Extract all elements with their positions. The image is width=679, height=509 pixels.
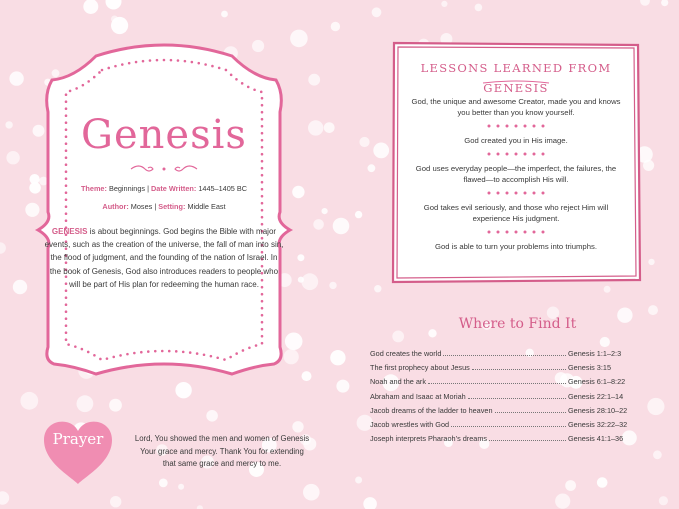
- polka-dot: [308, 120, 323, 135]
- lessons-title: LESSONS LEARNED FROM GENESIS: [420, 61, 612, 95]
- polka-dot: [83, 0, 98, 14]
- book-intro-card: [44, 100, 284, 291]
- polka-dot: [331, 22, 340, 31]
- polka-dot: [110, 496, 121, 507]
- theme-value: Beginnings: [108, 184, 146, 193]
- dot-leader: [468, 398, 566, 399]
- polka-dot: [597, 477, 608, 488]
- swirl-divider-icon: [129, 163, 199, 175]
- polka-dot: [106, 0, 122, 10]
- intro-text: is about beginnings. God begins the Bible with major events, such as the creation of the universe, the fall of man into sin, the flood of judgment, and the founding of the nation of Israel. In the book of Genesis, God also introduces readers to people who will be part of His plan for redeeming the human race.: [44, 227, 284, 289]
- theme-label: Theme:: [80, 184, 107, 193]
- list-item: [370, 377, 642, 391]
- polka-dot: [355, 211, 362, 218]
- polka-dot: [374, 285, 381, 292]
- setting-value: Middle East: [187, 202, 226, 211]
- scripture-reference: Genesis 1:1–2:3: [568, 349, 622, 358]
- scripture-reference: Genesis 41:1–36: [568, 434, 624, 444]
- polka-dot: [441, 1, 447, 7]
- scripture-reference: Genesis 6:1–8:22: [568, 377, 626, 387]
- lesson-item: God, the unique and awesome Creator, made you and knows you better than you know yourself.: [411, 97, 621, 117]
- dot-divider-icon: [486, 152, 546, 156]
- event-name: The first prophecy about Jesus: [370, 363, 470, 373]
- polka-dot: [653, 450, 662, 459]
- prayer-label: Prayer: [52, 430, 104, 448]
- polka-dot: [330, 350, 345, 365]
- lessons-learned-panel: [398, 58, 634, 252]
- dot-divider-icon: [486, 230, 546, 234]
- polka-dot: [329, 282, 336, 289]
- dot-leader: [495, 412, 566, 413]
- polka-dot: [359, 137, 369, 147]
- dot-leader: [428, 383, 566, 384]
- polka-dot: [221, 11, 228, 18]
- event-name: Joseph interprets Pharaoh’s dreams: [370, 434, 488, 444]
- polka-dot: [0, 242, 6, 254]
- polka-dot: [661, 0, 668, 6]
- lesson-item: God created you in His image.: [464, 136, 568, 145]
- heart-icon: [40, 418, 116, 488]
- where-to-find-it-list: [370, 349, 642, 448]
- list-item: [370, 363, 642, 377]
- event-name: God creates the world: [370, 349, 442, 358]
- polka-dot: [565, 480, 576, 491]
- book-metadata: Theme: Beginnings | Date Written: 1445–1405 BC Author: Moses | Setting: Middle East: [80, 184, 248, 211]
- dot-leader: [489, 440, 566, 441]
- polka-dot: [178, 484, 184, 490]
- polka-dot: [333, 218, 350, 235]
- list-item: [370, 392, 642, 406]
- where-to-find-it-title: Where to Find It: [458, 316, 577, 332]
- book-intro-paragraph: [44, 225, 284, 291]
- dot-leader: [472, 369, 566, 370]
- polka-dot: [313, 219, 324, 230]
- polka-dot: [392, 331, 404, 343]
- scripture-reference: Genesis 22:1–14: [568, 391, 624, 401]
- polka-dot: [336, 380, 349, 393]
- polka-dot: [0, 491, 9, 504]
- polka-dot: [373, 143, 389, 159]
- author-label: Author:: [102, 202, 129, 211]
- date-written-value: 1445–1405 BC: [198, 184, 248, 193]
- polka-dot: [640, 0, 650, 6]
- polka-dot: [197, 505, 203, 509]
- polka-dot: [372, 7, 382, 17]
- polka-dot: [555, 494, 570, 509]
- scripture-reference: Genesis 28:10–22: [568, 405, 628, 415]
- polka-dot: [20, 392, 38, 410]
- polka-dot: [648, 259, 654, 265]
- polka-dot: [322, 208, 328, 214]
- list-item: [370, 434, 642, 448]
- event-name: Noah and the ark: [370, 377, 426, 387]
- date-written-label: Date Written:: [151, 184, 197, 193]
- polka-dot: [324, 122, 335, 133]
- polka-dot: [600, 337, 610, 347]
- list-item: [370, 349, 642, 363]
- polka-dot: [355, 477, 362, 484]
- polka-dot: [368, 164, 376, 172]
- polka-dot: [604, 286, 611, 293]
- polka-dot: [206, 410, 218, 422]
- dot-leader: [443, 355, 566, 356]
- polka-dot: [647, 398, 664, 415]
- polka-dot: [175, 382, 191, 398]
- polka-dot: [109, 399, 122, 412]
- scripture-reference: Genesis 3:15: [568, 363, 611, 373]
- polka-dot: [648, 305, 658, 315]
- list-item: [370, 420, 642, 434]
- polka-dot: [475, 4, 483, 12]
- setting-label: Setting:: [158, 202, 186, 211]
- polka-dot: [77, 395, 94, 412]
- event-name: Jacob wrestles with God: [370, 419, 450, 429]
- polka-dot: [159, 479, 168, 488]
- dot-leader: [451, 426, 566, 427]
- polka-dot: [292, 421, 303, 432]
- author-value: Moses: [130, 202, 153, 211]
- lesson-item: God is able to turn your problems into triumphs.: [435, 242, 597, 251]
- polka-dot: [303, 484, 320, 501]
- lesson-item: God takes evil seriously, and those who reject Him will experience His judgment.: [423, 203, 609, 223]
- dot-divider-icon: [486, 124, 546, 128]
- event-name: Jacob dreams of the ladder to heaven: [370, 405, 493, 415]
- list-item: [370, 406, 642, 420]
- polka-dot: [111, 16, 118, 23]
- intro-lead-word: GENESIS: [51, 227, 88, 236]
- polka-dot: [659, 496, 668, 505]
- polka-dot: [308, 74, 320, 86]
- book-title: Genesis: [81, 112, 247, 158]
- scripture-reference: Genesis 32:22–32: [568, 419, 628, 429]
- lesson-item: God uses everyday people—the imperfect, the failures, the flawed—to accomplish His will.: [415, 164, 617, 184]
- prayer-text: Lord, You showed the men and women of Genesis Your grace and mercy. Thank You for extending that same grace and mercy to me.: [134, 434, 310, 468]
- dot-divider-icon: [486, 191, 546, 195]
- event-name: Abraham and Isaac at Moriah: [370, 391, 466, 401]
- polka-dot: [363, 497, 377, 509]
- polka-dot: [5, 121, 12, 128]
